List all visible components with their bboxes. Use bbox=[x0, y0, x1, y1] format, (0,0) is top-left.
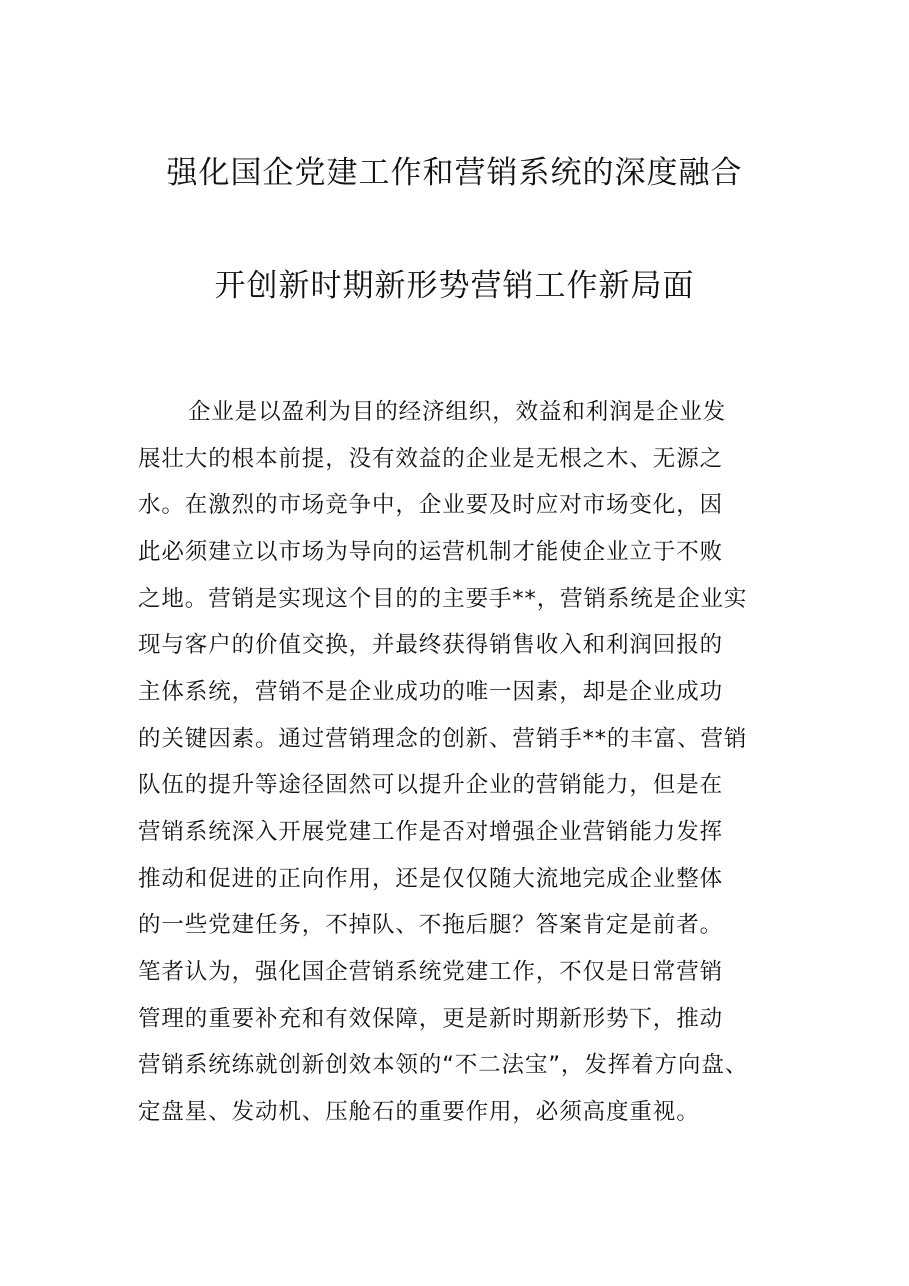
body-line-13: 笔者认为，强化国企营销系统党建工作，不仅是日常营销 bbox=[138, 959, 724, 985]
body-line-8: 的关键因素。通过营销理念的创新、营销手**的丰富、营销 bbox=[138, 726, 748, 752]
body-line-4: 此必须建立以市场为导向的运营机制才能使企业立于不败 bbox=[138, 539, 724, 565]
document-title-line-2: 开创新时期新形势营销工作新局面 bbox=[214, 268, 695, 304]
body-line-12: 的一些党建任务，不掉队、不拖后腿？答案肯定是前者。 bbox=[138, 912, 724, 938]
body-line-16: 定盘星、发动机、压舱石的重要作用，必须高度重视。 bbox=[138, 1099, 700, 1125]
document-title-line-1: 强化国企党建工作和营销系统的深度融合 bbox=[166, 155, 743, 191]
body-line-5: 之地。营销是实现这个目的的主要手**，营销系统是企业实 bbox=[138, 586, 748, 612]
body-line-9: 队伍的提升等途径固然可以提升企业的营销能力，但是在 bbox=[138, 772, 724, 798]
body-line-7: 主体系统，营销不是企业成功的唯一因素，却是企业成功 bbox=[138, 679, 724, 705]
body-line-6: 现与客户的价值交换，并最终获得销售收入和利润回报的 bbox=[138, 632, 724, 658]
body-line-3: 水。在激烈的市场竞争中，企业要及时应对市场变化，因 bbox=[138, 492, 724, 518]
body-line-11: 推动和促进的正向作用，还是仅仅随大流地完成企业整体 bbox=[138, 866, 724, 892]
body-line-15: 营销系统练就创新创效本领的“不二法宝”，发挥着方向盘、 bbox=[138, 1052, 749, 1078]
body-line-10: 营销系统深入开展党建工作是否对增强企业营销能力发挥 bbox=[138, 819, 724, 845]
body-line-2: 展壮大的根本前提，没有效益的企业是无根之木、无源之 bbox=[138, 446, 724, 472]
body-line-1: 企业是以盈利为目的经济组织，效益和利润是企业发 bbox=[188, 399, 727, 425]
body-line-14: 管理的重要补充和有效保障，更是新时期新形势下，推动 bbox=[138, 1006, 724, 1032]
